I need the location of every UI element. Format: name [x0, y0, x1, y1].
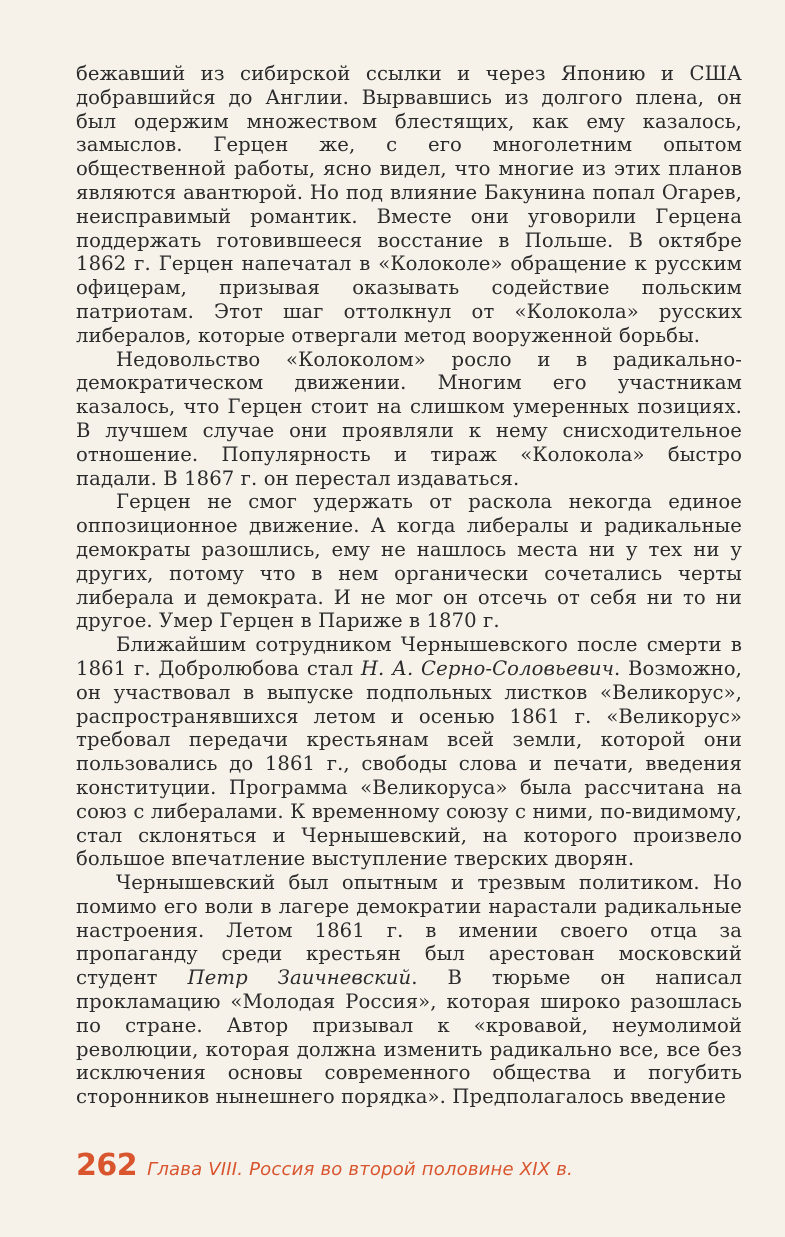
chapter-title: Глава VIII. Россия во второй половине XIX в.: [147, 1159, 573, 1180]
paragraph-1-text: бежавший из сибирской ссылки и через Японию и США добравшийся до Англии. Вырвавшись из долгого плена, он был одержим множеством блестящих, как ему казалось, замыслов. Герцен же, с его многолетним опытом общественной работы, ясно видел, что многие из этих планов являются авантюрой. Но под влияние Бакунина попал Огарев, неисправимый романтик. Вместе они уговорили Герцена поддержать готовившееся восстание в Польше. В октябре 1862 г. Герцен напечатал в «Колоколе» обращение к русским офицерам, призывая оказывать содействие польским патриотам. Этот шаг оттолкнул от «Колокола» русских либералов, которые отвергали метод вооруженной борьбы.: [76, 62, 742, 347]
page-body: [76, 62, 742, 1109]
paragraph-4-text-a: Ближайшим сотрудником Чернышевского после смерти в 1861 г. Добролюбова стал: [76, 633, 742, 680]
paragraph-5-text-b: . В тюрьме он написал прокламацию «Молодая Россия», которая широко разошлась по стране. Автор призывал к «кровавой, неумолимой революции, которая должна изменить радикально все, все без исключения основы современного общества и погубить сторонников нынешнего порядка». Предполагалось введение: [76, 966, 742, 1109]
paragraph-3-text: Герцен не смог удержать от раскола некогда единое оппозиционное движение. А когда либералы и радикальные демократы разошлись, ему не нашлось места ни у тех ни у других, потому что в нем органически сочетались черты либерала и демократа. И не мог он отсечь от себя ни то ни другое. Умер Герцен в Париже в 1870 г.: [76, 490, 742, 633]
page-footer: [76, 1148, 573, 1183]
paragraph-2: [76, 348, 742, 491]
paragraph-5-text-a: Чернышевский был опытным и трезвым политиком. Но помимо его воли в лагере демократии нарастали радикальные настроения. Летом 1861 г. в имении своего отца за пропаганду среди крестьян был арестован московский студент: [76, 871, 742, 990]
paragraph-3: [76, 490, 742, 633]
paragraph-1: [76, 62, 742, 348]
paragraph-4-text-b: . Возможно, он участвовал в выпуске подпольных листков «Великорус», распространявшихся летом и осенью 1861 г. «Великорус» требовал передачи крестьянам всей земли, которой они пользовались до 1861 г., свободы слова и печати, введения конституции. Программа «Великоруса» была рассчитана на союз с либералами. К временному союзу с ними, по-видимому, стал склоняться и Чернышевский, на которого произвело большое впечатление выступление тверских дворян.: [76, 656, 742, 871]
paragraph-5: [76, 871, 742, 1109]
person-name-zaichnevsky: Петр Заичневский: [187, 966, 412, 990]
person-name-serno-solovievich: Н. А. Серно-Соловьевич: [360, 656, 615, 680]
paragraph-2-text: Недовольство «Колоколом» росло и в радикально-демократическом движении. Многим его участникам казалось, что Герцен стоит на слишком умеренных позициях. В лучшем случае они проявляли к нему снисходительное отношение. Популярность и тираж «Колокола» быстро падали. В 1867 г. он перестал издаваться.: [76, 347, 742, 490]
page-number: 262: [76, 1148, 138, 1183]
paragraph-4: [76, 633, 742, 871]
